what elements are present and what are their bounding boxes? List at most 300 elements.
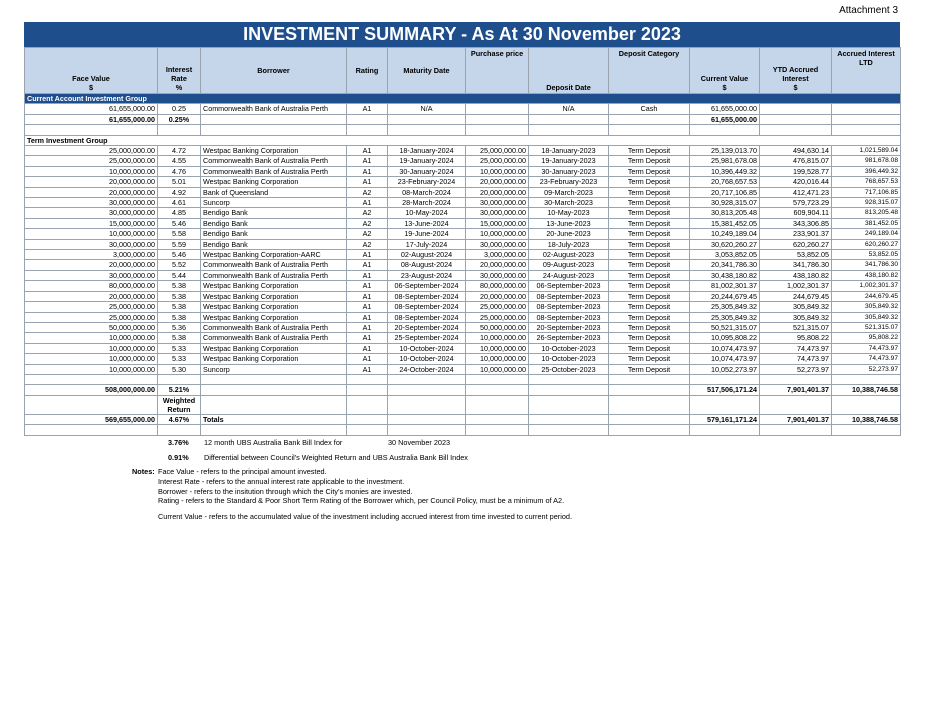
column-header: Maturity Date [388,48,466,94]
table-cell [529,425,609,435]
table-cell: 02-August-2023 [529,250,609,260]
table-cell: 13-June-2023 [529,218,609,228]
table-cell [347,374,388,384]
table-cell: 396,449.32 [832,166,901,176]
table-cell: A1 [347,260,388,270]
table-row [25,354,901,364]
table-cell: 30-January-2024 [388,166,466,176]
table-cell: 20-September-2023 [529,322,609,332]
table-cell: Term Deposit [609,322,690,332]
table-cell: 10,000,000.00 [466,166,529,176]
table-cell: Commonwealth Bank of Australia Perth [201,333,347,343]
blank-row [25,374,901,384]
column-header: Deposit Category [609,48,690,94]
blank-row [25,125,901,135]
table-cell: 25,000,000.00 [466,312,529,322]
table-row [25,166,901,176]
table-cell: 20-June-2023 [529,229,609,239]
table-row [25,177,901,187]
table-cell: 25-October-2023 [529,364,609,374]
table-cell: 10,000,000.00 [25,343,158,353]
table-cell [609,414,690,424]
table-cell: 74,473.97 [832,354,901,364]
table-body [25,94,901,436]
table-cell: 494,630.14 [760,146,832,156]
table-row [25,187,901,197]
table-cell: 20,000,000.00 [466,291,529,301]
table-row [25,302,901,312]
table-cell [25,125,158,135]
table-cell: Suncorp [201,198,347,208]
table-cell [201,395,347,414]
table-cell [347,114,388,124]
table-cell: 25,305,849.32 [690,312,760,322]
table-cell: 61,655,000.00 [25,114,158,124]
table-cell: Term Deposit [609,229,690,239]
table-cell: 08-March-2024 [388,187,466,197]
table-cell: A1 [347,333,388,343]
table-cell: 81,002,301.37 [690,281,760,291]
table-row [25,208,901,218]
table-cell: A1 [347,291,388,301]
table-cell: 30,000,000.00 [25,208,158,218]
table-cell: A2 [347,208,388,218]
table-cell: 30,000,000.00 [25,239,158,249]
table-cell: 53,852.05 [760,250,832,260]
table-cell: 10-October-2023 [529,354,609,364]
table-cell [832,125,901,135]
table-cell: 06-September-2024 [388,281,466,291]
table-cell: 61,655,000.00 [25,104,158,114]
table-cell: 15,000,000.00 [25,218,158,228]
table-cell: 5.33 [158,343,201,353]
table-row [25,270,901,280]
table-row [25,364,901,374]
table-row [25,343,901,353]
table-cell: Westpac Banking Corporation [201,302,347,312]
table-cell: Term Deposit [609,312,690,322]
table-cell: Term Deposit [609,187,690,197]
table-cell: 30,000,000.00 [25,270,158,280]
table-cell: Westpac Banking Corporation-AARC [201,250,347,260]
table-cell: Term Deposit [609,239,690,249]
table-cell: 517,506,171.24 [690,385,760,395]
table-cell: 30,928,315.07 [690,198,760,208]
table-cell: 53,852.05 [832,250,901,260]
table-cell: 5.52 [158,260,201,270]
table-cell: Westpac Banking Corporation [201,291,347,301]
column-header: Rating [347,48,388,94]
table-cell [388,374,466,384]
table-cell [690,395,760,414]
table-cell [347,425,388,435]
table-cell: 20,244,679.45 [690,291,760,301]
table-cell: Bank of Queensland [201,187,347,197]
table-cell: 4.55 [158,156,201,166]
differential-text: Differential between Council's Weighted Return and UBS Australia Bank Bill Index [204,453,468,462]
table-cell: 579,161,171.24 [690,414,760,424]
current-account-group-row [25,94,901,104]
table-cell: Totals [201,414,347,424]
table-cell: 20,000,000.00 [466,177,529,187]
table-row [25,198,901,208]
table-cell [832,114,901,124]
table-cell: 06-September-2023 [529,281,609,291]
table-cell: 10,000,000.00 [466,229,529,239]
table-cell: 249,189.04 [832,229,901,239]
table-cell: 1,002,301.37 [832,281,901,291]
table-cell [760,125,832,135]
table-cell: 20,000,000.00 [25,260,158,270]
table-cell: A1 [347,146,388,156]
table-cell: Term Deposit [609,218,690,228]
table-cell [201,125,347,135]
table-cell: 10-May-2023 [529,208,609,218]
table-cell [529,414,609,424]
table-cell [466,125,529,135]
table-cell [832,425,901,435]
table-cell: 10,388,746.58 [832,414,901,424]
table-cell: 4.76 [158,166,201,176]
table-cell [609,114,690,124]
table-cell: Cash [609,104,690,114]
table-cell: 305,849.32 [832,302,901,312]
table-cell: 17-July-2024 [388,239,466,249]
table-cell: 30,813,205.48 [690,208,760,218]
notes-list [158,467,572,522]
table-cell: A2 [347,229,388,239]
table-cell: Westpac Banking Corporation [201,177,347,187]
table-cell: 343,306.85 [760,218,832,228]
differential-rate: 0.91% [168,453,189,462]
table-cell: Commonwealth Bank of Australia Perth [201,260,347,270]
notes-label: Notes: [132,467,155,476]
table-cell: A1 [347,354,388,364]
table-cell: 10-October-2023 [529,343,609,353]
table-cell: Commonwealth Bank of Australia Perth [201,166,347,176]
table-cell: 10,000,000.00 [466,333,529,343]
table-cell: 244,679.45 [832,291,901,301]
table-cell: 24-October-2024 [388,364,466,374]
table-cell: 15,381,452.05 [690,218,760,228]
table-cell: 10,249,189.04 [690,229,760,239]
table-cell: A1 [347,281,388,291]
table-cell: Term Deposit [609,364,690,374]
table-cell: 244,679.45 [760,291,832,301]
table-cell: 20-September-2024 [388,322,466,332]
table-cell [832,104,901,114]
table-cell: 5.44 [158,270,201,280]
table-cell [760,114,832,124]
blank-row [25,425,901,435]
table-cell: Bendigo Bank [201,218,347,228]
table-cell: 30,000,000.00 [466,239,529,249]
table-row [25,146,901,156]
table-cell: 23-February-2024 [388,177,466,187]
table-cell: 199,528.77 [760,166,832,176]
table-cell: 25,000,000.00 [25,302,158,312]
table-cell: 7,901,401.37 [760,414,832,424]
table-cell: Term Deposit [609,354,690,364]
table-cell: 25,139,013.70 [690,146,760,156]
table-cell: 13-June-2024 [388,218,466,228]
table-cell: Term Deposit [609,198,690,208]
column-header: Accrued Interest LTD [832,48,901,94]
table-cell: 10,388,746.58 [832,385,901,395]
table-cell: 23-August-2024 [388,270,466,280]
table-cell: 5.38 [158,312,201,322]
table-cell: 341,786.30 [760,260,832,270]
table-cell [201,374,347,384]
table-cell: Term Deposit [609,343,690,353]
table-cell: 10,000,000.00 [25,364,158,374]
table-cell: 61,655,000.00 [690,114,760,124]
table-row [25,333,901,343]
table-cell: 61,655,000.00 [690,104,760,114]
column-header: Current Value $ [690,48,760,94]
table-cell [832,395,901,414]
column-header: YTD Accrued Interest $ [760,48,832,94]
table-cell [609,125,690,135]
table-cell: A2 [347,218,388,228]
table-cell: 717,106.85 [832,187,901,197]
table-cell: N/A [388,104,466,114]
table-cell: 19-June-2024 [388,229,466,239]
table-cell: 981,678.08 [832,156,901,166]
table-cell: 4.61 [158,198,201,208]
table-cell: A1 [347,312,388,322]
table-cell [690,374,760,384]
table-cell: Term Deposit [609,291,690,301]
table-cell: 10,000,000.00 [25,229,158,239]
table-cell [388,425,466,435]
table-cell: 569,655,000.00 [25,414,158,424]
table-cell: 25-September-2024 [388,333,466,343]
group-label: Term Investment Group [25,135,901,145]
table-cell: 20,000,000.00 [25,291,158,301]
table-row [25,218,901,228]
table-cell [466,374,529,384]
table-cell: 10,074,473.97 [690,354,760,364]
table-cell [760,425,832,435]
table-row [25,291,901,301]
table-cell: 3,053,852.05 [690,250,760,260]
table-cell [832,374,901,384]
table-cell: Term Deposit [609,166,690,176]
group-label: Current Account Investment Group [25,94,901,104]
table-cell: 08-September-2024 [388,291,466,301]
subtotal-row [25,385,901,395]
table-cell [760,374,832,384]
table-cell: Term Deposit [609,333,690,343]
bill-index-rate: 3.76% [168,438,189,447]
table-cell: A2 [347,239,388,249]
table-cell: 09-August-2023 [529,260,609,270]
table-cell: A1 [347,156,388,166]
table-cell: 95,808.22 [760,333,832,343]
table-cell: 30,000,000.00 [25,198,158,208]
table-cell: 620,260.27 [760,239,832,249]
table-cell: 5.36 [158,322,201,332]
table-cell: 25,305,849.32 [690,302,760,312]
table-cell: 5.21% [158,385,201,395]
table-cell: 25,000,000.00 [25,312,158,322]
table-cell: Westpac Banking Corporation [201,281,347,291]
table-cell: Term Deposit [609,302,690,312]
table-cell: 305,849.32 [832,312,901,322]
table-cell: Term Deposit [609,250,690,260]
table-cell: 74,473.97 [760,354,832,364]
table-cell: 50,521,315.07 [690,322,760,332]
table-cell: 08-August-2024 [388,260,466,270]
table-cell: 5.33 [158,354,201,364]
table-cell: 438,180.82 [760,270,832,280]
table-cell: 1,002,301.37 [760,281,832,291]
table-cell: 08-September-2023 [529,312,609,322]
table-cell: 50,000,000.00 [466,322,529,332]
column-header: Interest Rate % [158,48,201,94]
table-cell [609,374,690,384]
table-cell: A1 [347,302,388,312]
table-cell [609,395,690,414]
table-cell [388,414,466,424]
table-cell: 508,000,000.00 [25,385,158,395]
table-cell [466,425,529,435]
table-cell: 10,000,000.00 [466,343,529,353]
table-cell: 4.72 [158,146,201,156]
table-cell: 24-August-2023 [529,270,609,280]
column-header: Purchase price [466,48,529,94]
table-cell: 08-September-2023 [529,291,609,301]
table-cell: Weighted Return [158,395,201,414]
table-cell: 19-January-2024 [388,156,466,166]
table-cell: 341,786.30 [832,260,901,270]
table-cell: Term Deposit [609,146,690,156]
table-cell: 18-January-2023 [529,146,609,156]
table-cell: 1,021,589.04 [832,146,901,156]
table-cell: 521,315.07 [760,322,832,332]
table-row [25,239,901,249]
table-cell [609,425,690,435]
table-cell: 305,849.32 [760,312,832,322]
investment-table [24,47,901,436]
table-cell: Westpac Banking Corporation [201,354,347,364]
table-cell: 438,180.82 [832,270,901,280]
table-row [25,156,901,166]
column-header: Deposit Date [529,48,609,94]
subtotal-row [25,114,901,124]
table-header-row [25,48,901,94]
table-cell [201,425,347,435]
table-cell: Term Deposit [609,270,690,280]
table-cell [466,395,529,414]
table-cell: 19-January-2023 [529,156,609,166]
note-line: Current Value - refers to the accumulated value of the investment including accrued interest from time invested to current period. [158,512,572,522]
table-cell: 52,273.97 [760,364,832,374]
table-row [25,104,901,114]
table-cell: 521,315.07 [832,322,901,332]
table-cell [347,385,388,395]
table-cell: 768,657.53 [832,177,901,187]
table-cell: 20,341,786.30 [690,260,760,270]
table-cell: 5.01 [158,177,201,187]
table-cell: 25,000,000.00 [466,146,529,156]
table-cell [466,114,529,124]
table-cell [158,125,201,135]
table-cell: 10,052,273.97 [690,364,760,374]
table-cell [690,425,760,435]
table-cell: 10,074,473.97 [690,343,760,353]
table-cell: 5.58 [158,229,201,239]
table-cell: 20,717,106.85 [690,187,760,197]
table-cell: 30-March-2023 [529,198,609,208]
table-cell: 25,000,000.00 [466,156,529,166]
table-cell [25,395,158,414]
column-header: Face Value $ [25,48,158,94]
attachment-label: Attachment 3 [839,5,898,16]
table-cell: 10,000,000.00 [25,166,158,176]
table-cell: 0.25% [158,114,201,124]
table-cell: 5.38 [158,291,201,301]
table-cell: 813,205.48 [832,208,901,218]
table-cell: 5.38 [158,302,201,312]
table-cell: 10,095,808.22 [690,333,760,343]
table-cell: 4.67% [158,414,201,424]
table-cell [529,374,609,384]
table-cell: 10,000,000.00 [466,364,529,374]
weighted-return-row [25,395,901,414]
table-cell: 3,000,000.00 [466,250,529,260]
table-cell: 5.59 [158,239,201,249]
table-cell: 30-January-2023 [529,166,609,176]
table-cell: Westpac Banking Corporation [201,312,347,322]
table-row [25,281,901,291]
table-cell: 95,808.22 [832,333,901,343]
table-cell: 10-October-2024 [388,354,466,364]
table-cell: Commonwealth Bank of Australia Perth [201,322,347,332]
table-cell: 5.38 [158,333,201,343]
table-cell: 30,438,180.82 [690,270,760,280]
table-cell: 80,000,000.00 [25,281,158,291]
table-cell: 5.46 [158,250,201,260]
table-row [25,250,901,260]
table-cell: 0.25 [158,104,201,114]
table-cell: 10-October-2024 [388,343,466,353]
table-cell: A1 [347,198,388,208]
table-cell [347,414,388,424]
table-cell [529,114,609,124]
totals-row [25,414,901,424]
table-cell: 20,000,000.00 [466,187,529,197]
table-cell: A1 [347,270,388,280]
note-line: Borrower - refers to the insitution through which the City's monies are invested. [158,486,413,496]
table-cell: 5.30 [158,364,201,374]
table-cell: Suncorp [201,364,347,374]
table-cell [388,114,466,124]
table-cell: 50,000,000.00 [25,322,158,332]
table-cell: A2 [347,187,388,197]
table-cell: 233,901.37 [760,229,832,239]
table-cell: 30,000,000.00 [466,270,529,280]
table-cell [760,104,832,114]
table-cell: 30,620,260.27 [690,239,760,249]
bill-index-date: 30 November 2023 [388,438,451,447]
page-title: INVESTMENT SUMMARY - As At 30 November 2023 [24,22,900,47]
table-cell [25,425,158,435]
table-cell: 10,000,000.00 [466,354,529,364]
table-cell [529,385,609,395]
table-cell: 20,000,000.00 [466,260,529,270]
